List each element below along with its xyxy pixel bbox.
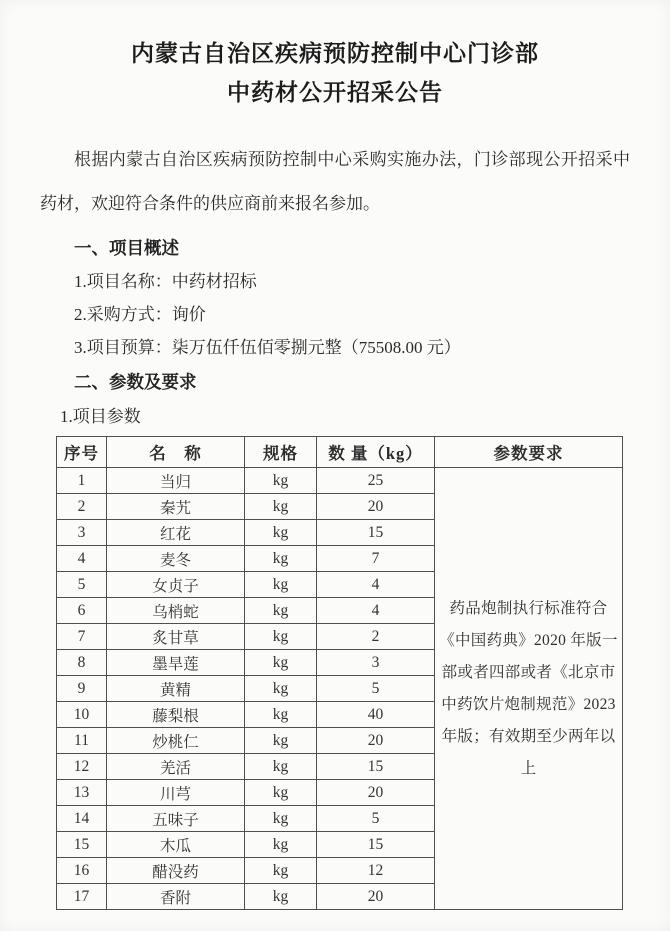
cell-no: 5 [57, 572, 107, 598]
cell-spec: kg [245, 780, 317, 806]
cell-no: 10 [57, 702, 107, 728]
cell-spec: kg [245, 832, 317, 858]
cell-name: 黄精 [107, 676, 245, 702]
cell-no: 11 [57, 728, 107, 754]
cell-spec: kg [245, 754, 317, 780]
cell-no: 12 [57, 754, 107, 780]
cell-no: 13 [57, 780, 107, 806]
cell-qty: 3 [317, 650, 435, 676]
cell-qty: 15 [317, 832, 435, 858]
cell-qty: 2 [317, 624, 435, 650]
cell-spec: kg [245, 728, 317, 754]
title-line-1: 内蒙古自治区疾病预防控制中心门诊部 [131, 41, 539, 66]
cell-name: 女贞子 [107, 572, 245, 598]
col-header-name: 名 称 [107, 437, 245, 468]
cell-spec: kg [245, 468, 317, 494]
cell-spec: kg [245, 572, 317, 598]
cell-qty: 5 [317, 806, 435, 832]
cell-name: 五味子 [107, 806, 245, 832]
cell-no: 6 [57, 598, 107, 624]
cell-name: 醋没药 [107, 858, 245, 884]
cell-qty: 5 [317, 676, 435, 702]
cell-no: 17 [57, 884, 107, 910]
cell-qty: 20 [317, 884, 435, 910]
cell-qty: 40 [317, 702, 435, 728]
cell-qty: 20 [317, 494, 435, 520]
materials-table [56, 436, 623, 910]
cell-spec: kg [245, 676, 317, 702]
cell-name: 当归 [107, 468, 245, 494]
requirement-cell: 药品炮制执行标准符合《中国药典》2020 年版一部或者四部或者《北京市中药饮片炮制规范》2023 年版；有效期至少两年以上 [435, 468, 623, 910]
cell-name: 红花 [107, 520, 245, 546]
cell-name: 川芎 [107, 780, 245, 806]
cell-name: 木瓜 [107, 832, 245, 858]
cell-name: 墨旱莲 [107, 650, 245, 676]
cell-qty: 15 [317, 754, 435, 780]
cell-qty: 20 [317, 728, 435, 754]
cell-qty: 7 [317, 546, 435, 572]
cell-spec: kg [245, 598, 317, 624]
cell-no: 16 [57, 858, 107, 884]
cell-spec: kg [245, 650, 317, 676]
cell-qty: 20 [317, 780, 435, 806]
cell-no: 4 [57, 546, 107, 572]
title-line-2: 中药材公开招采公告 [227, 80, 443, 105]
table-row [57, 468, 623, 494]
cell-name: 藤梨根 [107, 702, 245, 728]
cell-name: 麦冬 [107, 546, 245, 572]
cell-no: 2 [57, 494, 107, 520]
budget-line: 3.项目预算：柒万伍仟伍佰零捌元整（75508.00 元） [74, 338, 461, 357]
cell-name: 香附 [107, 884, 245, 910]
cell-name: 炙甘草 [107, 624, 245, 650]
cell-no: 9 [57, 676, 107, 702]
cell-qty: 12 [317, 858, 435, 884]
document-title [40, 34, 630, 112]
cell-spec: kg [245, 702, 317, 728]
cell-spec: kg [245, 494, 317, 520]
cell-name: 乌梢蛇 [107, 598, 245, 624]
cell-no: 1 [57, 468, 107, 494]
cell-name: 秦艽 [107, 494, 245, 520]
purchase-method-line: 2.采购方式：询价 [74, 305, 206, 324]
cell-spec: kg [245, 806, 317, 832]
cell-name: 炒桃仁 [107, 728, 245, 754]
cell-spec: kg [245, 520, 317, 546]
col-header-no: 序号 [57, 437, 107, 468]
col-header-spec: 规格 [245, 437, 317, 468]
section2-heading: 二、参数及要求 [74, 372, 197, 392]
cell-qty: 4 [317, 572, 435, 598]
cell-no: 15 [57, 832, 107, 858]
cell-spec: kg [245, 884, 317, 910]
cell-spec: kg [245, 858, 317, 884]
table-header-row [57, 437, 623, 468]
cell-qty: 15 [317, 520, 435, 546]
cell-no: 7 [57, 624, 107, 650]
intro-paragraph: 根据内蒙古自治区疾病预防控制中心采购实施办法，门诊部现公开招采中药材，欢迎符合条件的供应商前来报名参加。 [40, 150, 630, 213]
col-header-req: 参数要求 [435, 437, 623, 468]
cell-spec: kg [245, 546, 317, 572]
cell-qty: 25 [317, 468, 435, 494]
col-header-qty: 数 量（kg） [317, 437, 435, 468]
cell-no: 8 [57, 650, 107, 676]
project-name-line: 1.项目名称：中药材招标 [74, 272, 257, 291]
cell-qty: 4 [317, 598, 435, 624]
cell-name: 羌活 [107, 754, 245, 780]
section1-heading: 一、项目概述 [74, 238, 179, 258]
cell-no: 14 [57, 806, 107, 832]
cell-spec: kg [245, 624, 317, 650]
subsection-heading: 1.项目参数 [60, 407, 141, 426]
cell-no: 3 [57, 520, 107, 546]
